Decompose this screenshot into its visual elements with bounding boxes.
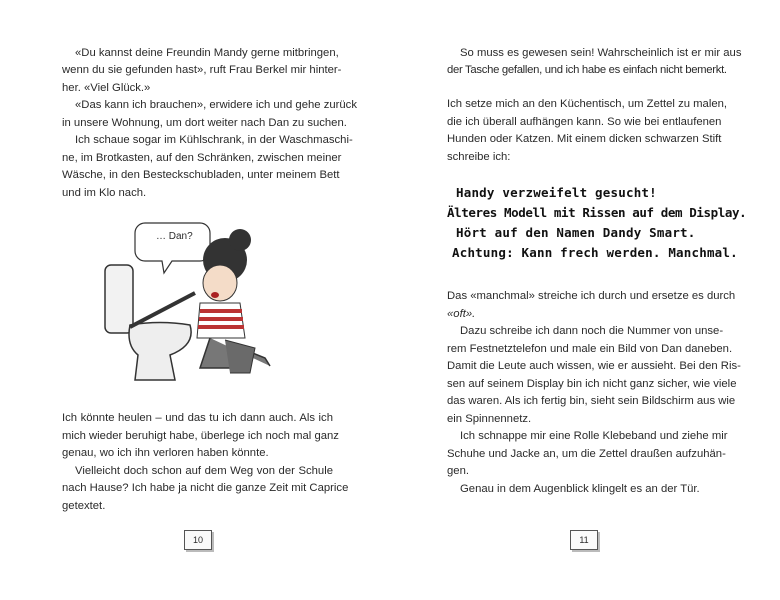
page-number: 11 [570, 530, 598, 550]
text-line: genau, wo ich ihn verloren haben könnte. [62, 447, 269, 459]
text-line: das waren. Als ich fertig bin, sieht sein Bildschirm aus wie [447, 395, 736, 407]
note-line: Älteres Modell mit Rissen auf dem Display. [447, 205, 747, 220]
text-line: ne, im Brotkasten, auf den Schränken, zwischen meiner [62, 152, 342, 164]
text-line: So muss es gewesen sein! Wahrscheinlich ist er mir aus [460, 47, 742, 59]
text-line: in unsere Wohnung, um dort weiter nach Dan zu suchen. [62, 117, 347, 129]
text-line: ein Spinnennetz. [447, 413, 532, 425]
text-line: Ich könnte heulen – und das tu ich dann auch. Als ich [62, 412, 333, 424]
text-line: und im Klo nach. [62, 187, 147, 199]
toilet-illustration [100, 215, 300, 390]
text-line: die ich überall aufhängen kann. So wie bei entlaufenen [447, 116, 722, 128]
text-line: Genau in dem Augenblick klingelt es an der Tür. [460, 483, 700, 495]
text-line: sen auf seinem Display bin ich nicht ganz sicher, wie viele [447, 378, 737, 390]
illustration-girl-toilet [100, 215, 300, 390]
text-line: schreibe ich: [447, 151, 511, 163]
text-line: her. «Viel Glück.» [62, 82, 151, 94]
text-line: «Du kannst deine Freundin Mandy gerne mitbringen, [75, 47, 339, 59]
text-line: gen. [447, 465, 469, 477]
text-line: «oft». [447, 308, 476, 320]
text-line: Dazu schreibe ich dann noch die Nummer von unse- [460, 325, 724, 337]
text-line: «Das kann ich brauchen», erwidere ich und gehe zurück [75, 99, 357, 111]
note-line: Handy verzweifelt gesucht! [456, 185, 657, 200]
text-line: Hunden oder Katzen. Mit einem dicken schwarzen Stift [447, 133, 722, 145]
page-number: 10 [184, 530, 212, 550]
text-line: mich wieder beruhigt habe, überlege ich noch mal ganz [62, 430, 339, 442]
text-line: rem Festnetztelefon und male ein Bild von Dan daneben. [447, 343, 733, 355]
text-line: Ich schnappe mir eine Rolle Klebeband und ziehe mir [460, 430, 728, 442]
text-line: Schuhe und Jacke an, um die Zettel draußen aufzuhän- [447, 448, 726, 460]
text-line: Das «manchmal» streiche ich durch und ersetze es durch [447, 290, 736, 302]
text-line: wenn du sie gefunden hast», ruft Frau Berkel mir hinter- [62, 64, 342, 76]
text-line: Vielleicht doch schon auf dem Weg von der Schule [75, 465, 333, 477]
text-line: Ich setze mich an den Küchentisch, um Zettel zu malen, [447, 98, 728, 110]
text-line: Ich schaue sogar im Kühlschrank, in der Waschmaschi- [75, 134, 353, 146]
text-line: getextet. [62, 500, 106, 512]
note-line: Hört auf den Namen Dandy Smart. [456, 225, 696, 240]
note-line: Achtung: Kann frech werden. Manchmal. [452, 245, 738, 260]
text-line: Wäsche, in den Besteckschubladen, unter meinem Bett [62, 169, 340, 181]
speech-bubble-text: … Dan? [156, 231, 193, 242]
text-line: Damit die Leute auch wissen, wie er aussieht. Bei den Ris- [447, 360, 741, 372]
text-line: nach Hause? Ich habe ja nicht die ganze Zeit mit Caprice [62, 482, 349, 494]
text-line: der Tasche gefallen, und ich habe es einfach nicht bemerkt. [447, 64, 727, 76]
right-page [390, 0, 780, 600]
